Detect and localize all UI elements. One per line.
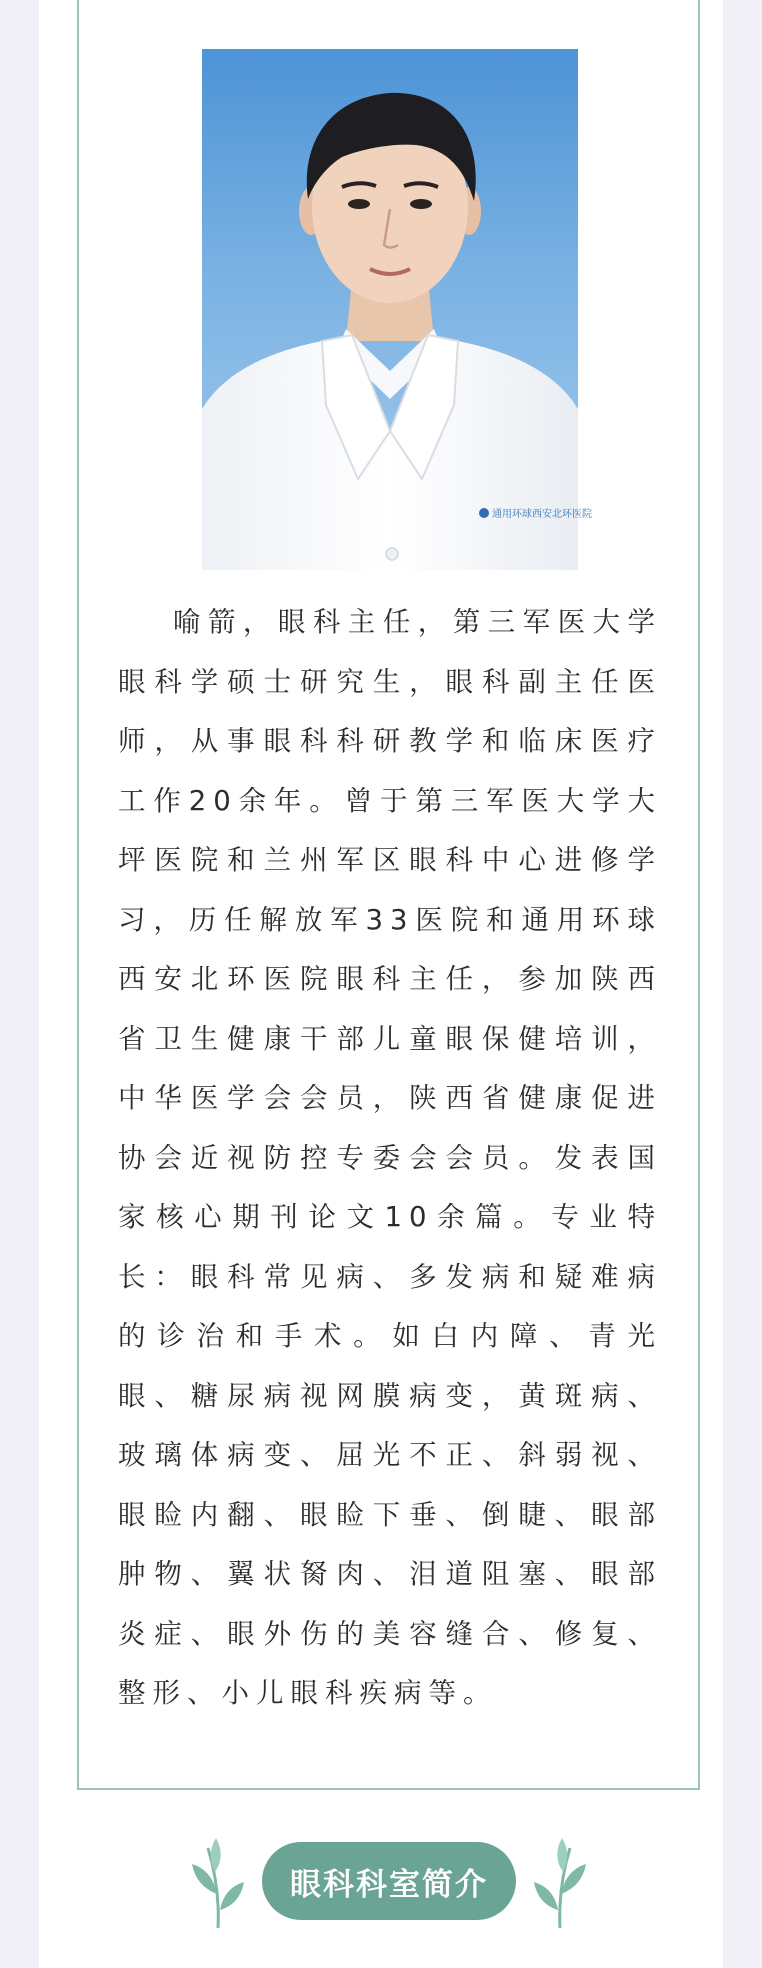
leaf-sprig-icon bbox=[532, 1834, 588, 1930]
photo-badge-text: 通用环球西安北环医院 bbox=[492, 509, 592, 520]
leaf-sprig-icon bbox=[190, 1834, 246, 1930]
doctor-bio-text: 喻箭，眼科主任，第三军医大学眼科学硕士研究生，眼科副主任医师，从事眼科科研教学和临床医疗工作20余年。曾于第三军医大学大坪医院和兰州军区眼科中心进修学习，历任解放军33医院和通用环球西安北环医院眼科主任，参加陕西省卫生健康干部儿童眼保健培训，中华医学会会员，陕西省健康促进协会近视防控专委会会员。发表国家核心期刊论文10余篇。专业特长：眼科常见病、多发病和疑难病的诊治和手术。如白内障、青光眼、糖尿病视网膜病变，黄斑病、玻璃体病变、屈光不正、斜弱视、眼睑内翻、眼睑下垂、倒睫、眼部肿物、翼状胬肉、泪道阻塞、眼部炎症、眼外伤的美容缝合、修复、整形、小儿眼科疾病等。 bbox=[118, 606, 662, 1709]
section-footer bbox=[0, 1790, 762, 1968]
dept-intro-button[interactable]: 眼科科室简介 bbox=[262, 1842, 516, 1920]
doctor-photo bbox=[202, 49, 592, 570]
